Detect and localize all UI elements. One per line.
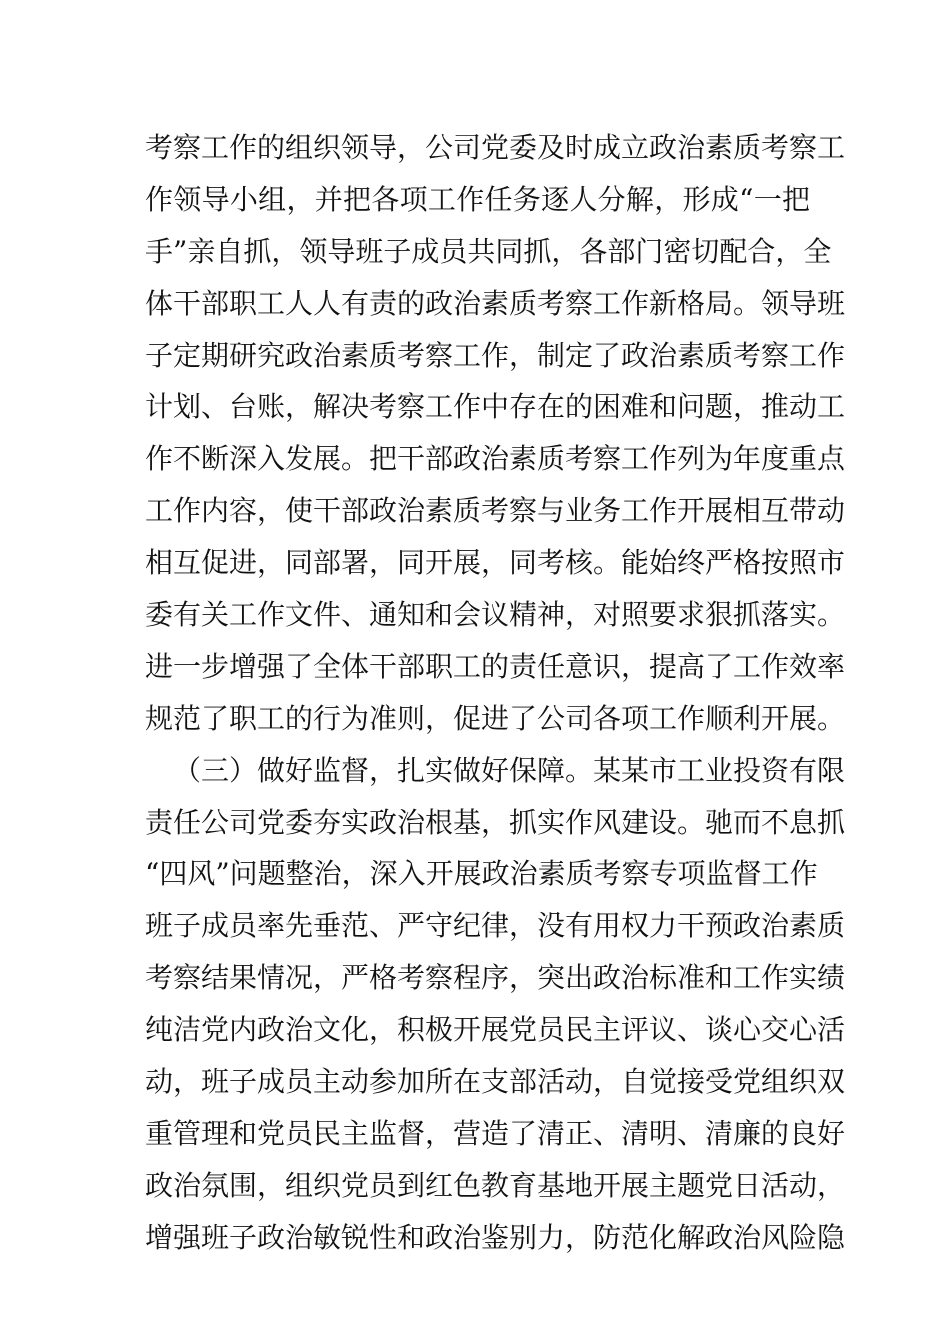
text-line: 考察工作的组织领导，公司党委及时成立政治素质考察工: [145, 131, 846, 164]
text-line: 手”亲自抓，领导班子成员共同抓，各部门密切配合，全: [145, 234, 832, 268]
text-line: 班子成员率先垂范、严守纪律，没有用权力干预政治素质: [145, 909, 846, 943]
text-line: 动，班子成员主动参加所在支部活动，自觉接受党组织双: [145, 1065, 846, 1099]
text-line: 重管理和党员民主监督，营造了清正、清明、清廉的良好: [145, 1116, 846, 1150]
body-text: [145, 128, 846, 1270]
text-line: 规范了职工的行为准则，促进了公司各项工作顺利开展。: [145, 701, 846, 735]
section-heading-line: （三）做好监督，扎实做好保障。某某市工业投资有限: [173, 753, 846, 787]
text-line: “四风”问题整治，深入开展政治素质考察专项监督工作: [145, 857, 818, 891]
text-line: 考察结果情况，严格考察程序，突出政治标准和工作实绩: [145, 961, 846, 995]
text-line: 作不断深入发展。把干部政治素质考察工作列为年度重点: [145, 442, 846, 476]
text-line: 相互促进，同部署，同开展，同考核。能始终严格按照市: [145, 546, 846, 580]
text-line: 作领导小组，并把各项工作任务逐人分解，形成“一把: [145, 182, 810, 216]
text-line: 责任公司党委夯实政治根基，抓实作风建设。驰而不息抓: [145, 805, 846, 839]
text-line: 计划、台账，解决考察工作中存在的困难和问题，推动工: [145, 390, 846, 424]
text-line: 纯洁党内政治文化，积极开展党员民主评议、谈心交心活: [145, 1013, 846, 1047]
text-line: 增强班子政治敏锐性和政治鉴别力，防范化解政治风险隐: [145, 1220, 846, 1254]
text-line: 委有关工作文件、通知和会议精神，对照要求狠抓落实。: [145, 598, 846, 632]
text-line: 政治氛围，组织党员到红色教育基地开展主题党日活动，: [145, 1168, 846, 1202]
text-line: 体干部职工人人有责的政治素质考察工作新格局。领导班: [145, 286, 846, 320]
text-line: 子定期研究政治素质考察工作，制定了政治素质考察工作: [145, 338, 846, 372]
text-line: 工作内容，使干部政治素质考察与业务工作开展相互带动: [145, 494, 846, 528]
text-line: 进一步增强了全体干部职工的责任意识，提高了工作效率: [145, 649, 846, 683]
